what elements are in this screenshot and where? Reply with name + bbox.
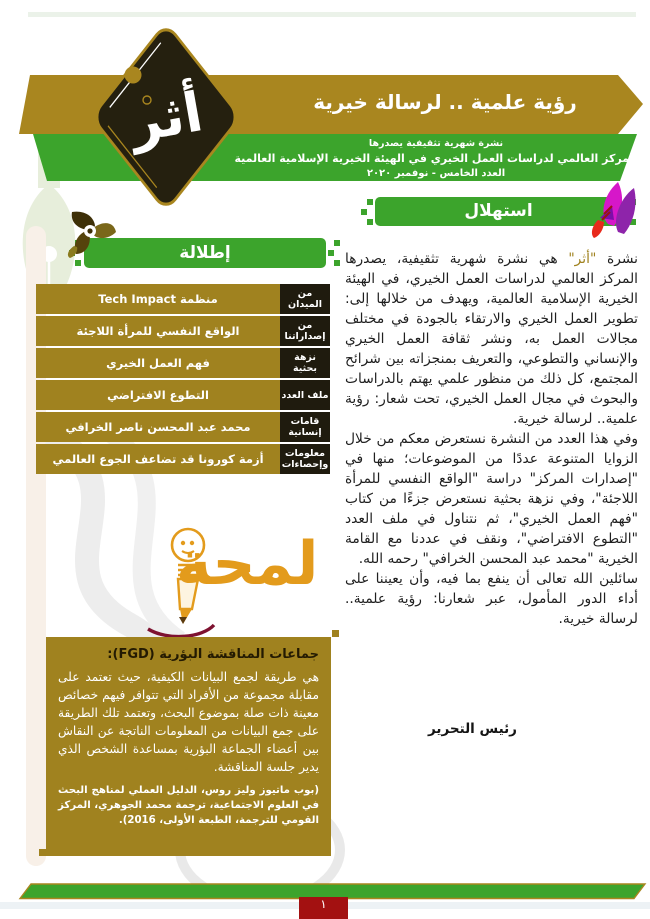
issuer-line: نشرة شهرية تثقيفية يصدرها <box>368 138 504 149</box>
p1-pre: نشرة <box>596 251 638 267</box>
contents-table <box>36 284 330 476</box>
fgd-title: جماعات المناقشة البؤرية (FGD): <box>107 647 319 662</box>
row-category: معلومات وإحصاءات <box>280 444 330 474</box>
lamha-calligraphy-word: لمحة <box>176 529 319 599</box>
istihlal-paragraph-3: سائلين الله تعالى أن ينفع بما فيه، وأن يعيننا على أداء الدور المأمول، عبر شعارنا: رؤية علمية.. لرسالة خيرية. <box>345 571 638 627</box>
row-title: التطوع الافتراضي <box>36 380 280 410</box>
fgd-body-text: هي طريقة لجمع البيانات الكيفية، حيث تعتمد على مقابلة مجموعة من الأفراد التي تتوافر فيهم خصائص معينة ذات صلة بموضوع البحث، وتعتمد تلك الطريقة على جمع البيانات من المعلومات الناتجة عن النقاش بين أعضاء الجماعة البؤرية بمساعدة الشخص الذي يدير جلسة المناقشة. <box>58 670 319 774</box>
table-row <box>36 284 330 314</box>
table-row <box>36 444 330 474</box>
athar-logo-calligraphy: أثر <box>124 79 208 155</box>
row-title: منظمة Tech Impact <box>36 284 280 314</box>
issue-number-line: العدد الخامس - نوفمبر ٢٠٢٠ <box>366 168 506 179</box>
center-name-line: المركز العالمي لدراسات العمل الخيري في الهيئة الخيرية الإسلامية العالمية <box>234 152 638 165</box>
row-title: أزمة كورونا قد تضاعف الجوع العالمي <box>36 444 280 474</box>
box-corner-notch <box>39 849 46 856</box>
brand-word-athar: "أثر" <box>568 251 597 267</box>
row-category: ملف العدد <box>280 380 330 410</box>
section-header-istihlal: استهلال <box>375 197 622 226</box>
row-title: فهم العمل الخيري <box>36 348 280 378</box>
table-row <box>36 316 330 346</box>
row-category: قامات إنسانية <box>280 412 330 442</box>
istihlal-paragraph-2: وفي هذا العدد من النشرة نستعرض معكم من خلال الزوايا المتنوعة عددًا من الموضوعات؛ منها في "إصدارات المركز" دراسة "الواقع النفسي للمرأة اللاجئة"، وفي نزهة بحثية نستعرض جزءًا من كتاب "فهم العمل الخيري"، ثم نتناول في ملف العدد "التطوع الافتراضي"، ونقف في عددنا مع القامة الخيرية "محمد عبد المحسن الخرافي" رحمه الله. <box>345 431 638 567</box>
istihlal-paragraph-1 <box>345 249 638 429</box>
band-dots-decoration <box>361 199 375 225</box>
masthead-subtitle-block <box>230 138 642 179</box>
table-row <box>36 348 330 378</box>
p1-rest: هي نشرة شهرية تثقيفية، يصدرها المركز العالمي لدراسات العمل الخيري، في الهيئة الخيرية الإسلامية العالمية، ويهدف من خلالها إلى: تطوير العمل الخيري والارتقاء بالجودة في مختلف مجالات العمل به، ونشر ثقافة العمل الخيري والإنساني والتطوعي، والتعريف بمنجزاته بين شرائح المجتمع، كل ذلك من منظور علمي يهتم بالدراسات والبحوث في مجال العمل الخيري، تحت شعار: رؤية علمية.. لرسالة خيرية. <box>345 251 638 427</box>
row-category: نزهة بحثية <box>280 348 330 378</box>
table-row <box>36 380 330 410</box>
editor-signature: رئيس التحرير <box>428 721 517 737</box>
band-dots-decoration <box>328 240 342 266</box>
row-category: من إصداراتنا <box>280 316 330 346</box>
athar-logo <box>88 20 244 214</box>
top-decorative-strip <box>28 12 636 17</box>
feather-icon <box>578 176 644 242</box>
row-title: الواقع النفسي للمرأة اللاجئة <box>36 316 280 346</box>
page-number-badge: ١ <box>299 897 348 919</box>
fgd-info-box <box>46 637 331 856</box>
table-row <box>36 412 330 442</box>
masthead-slogan: رؤية علمية .. لرسالة خيرية <box>313 90 577 114</box>
fgd-footnote: (بوب ماتيوز وليز روس، الدليل العملي لمناهج البحث في العلوم الاجتماعية، ترجمة محمد الجوهري، المركز القومي للترجمة، الطبعة الأولى، 2016). <box>57 785 319 826</box>
section-header-itlala: إطلالة <box>84 238 326 268</box>
istihlal-body <box>345 249 638 629</box>
row-title: محمد عبد المحسن ناصر الخرافي <box>36 412 280 442</box>
box-corner-notch <box>332 630 339 637</box>
row-category: من الميدان <box>280 284 330 314</box>
